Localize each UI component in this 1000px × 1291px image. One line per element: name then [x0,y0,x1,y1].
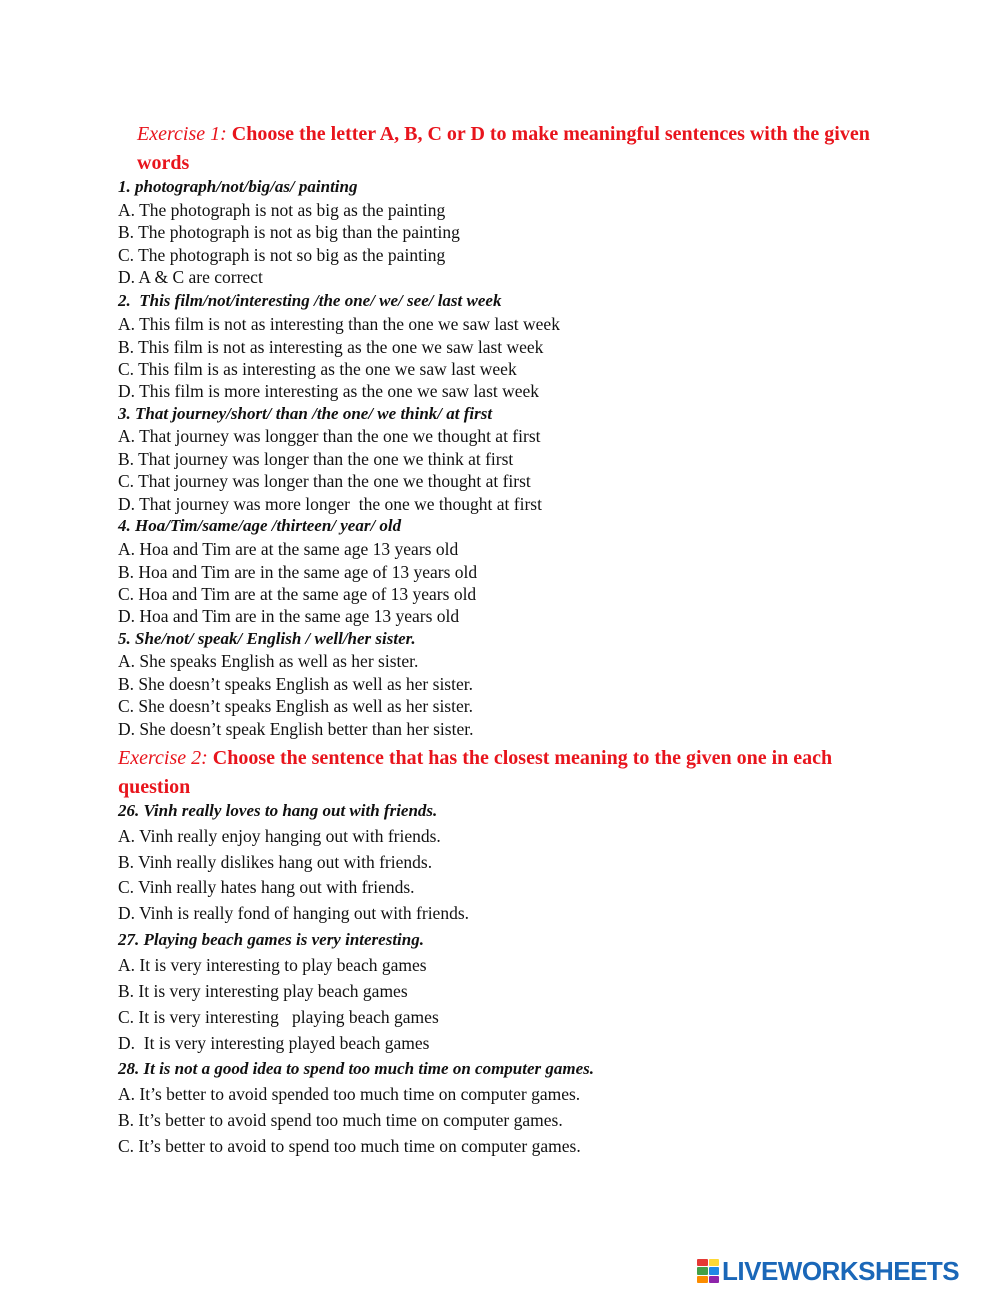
option-26c: C. Vinh really hates hang out with friends. [118,877,415,897]
option-4d: D. Hoa and Tim are in the same age 13 years old [118,606,460,626]
exercise-2-label: Exercise 2: [118,747,208,769]
option-4c: C. Hoa and Tim are at the same age of 13 years old [118,584,477,604]
option-3d: D. That journey was more longer the one we thought at first [118,494,542,514]
question-1: 1. photograph/not/big/as/ painting [118,177,358,196]
exercise-2-title: Choose the sentence that has the closest meaning to the given one in each question [118,747,833,798]
option-26b: B. Vinh really dislikes hang out with friends. [118,852,433,872]
option-4a: A. Hoa and Tim are at the same age 13 years old [118,539,459,559]
option-5b: B. She doesn’t speaks English as well as her sister. [118,674,473,694]
question-2: 2. This film/not/interesting /the one/ we/ see/ last week [118,291,502,310]
option-1c: C. The photograph is not so big as the painting [118,245,446,265]
option-3b: B. That journey was longer than the one we think at first [118,449,514,469]
exercise-1-label: Exercise 1: [137,123,227,145]
option-27a: A. It is very interesting to play beach games [118,955,427,975]
option-3c: C. That journey was longer than the one we thought at first [118,471,531,491]
option-26a: A. Vinh really enjoy hanging out with friends. [118,826,441,846]
option-2a: A. This film is not as interesting than the one we saw last week [118,314,560,334]
logo-block [709,1259,720,1266]
question-28: 28. It is not a good idea to spend too much time on computer games. [118,1059,595,1078]
logo-blocks-icon [697,1259,719,1283]
question-26: 26. Vinh really loves to hang out with friends. [118,801,438,820]
question-4: 4. Hoa/Tim/same/age /thirteen/ year/ old [118,516,402,535]
question-27: 27. Playing beach games is very interesting. [118,930,424,949]
option-4b: B. Hoa and Tim are in the same age of 13 years old [118,562,478,582]
option-28c: C. It’s better to avoid to spend too much time on computer games. [118,1136,581,1156]
exercise-2-heading [118,744,898,802]
option-27c: C. It is very interesting playing beach games [118,1007,439,1027]
option-28a: A. It’s better to avoid spended too much time on computer games. [118,1084,581,1104]
question-3: 3. That journey/short/ than /the one/ we think/ at first [118,404,493,423]
option-2b: B. This film is not as interesting as the one we saw last week [118,337,544,357]
logo-block [709,1267,720,1274]
exercise-1-title: Choose the letter A, B, C or D to make meaningful sentences with the given words [137,123,870,174]
option-28b: B. It’s better to avoid spend too much time on computer games. [118,1110,563,1130]
option-1a: A. The photograph is not as big as the painting [118,200,446,220]
option-27d: D. It is very interesting played beach games [118,1033,430,1053]
liveworksheets-logo [697,1256,959,1286]
option-3a: A. That journey was longger than the one we thought at first [118,426,541,446]
option-1b: B. The photograph is not as big than the painting [118,222,460,242]
logo-text: LIVEWORKSHEETS [722,1255,960,1286]
logo-block [697,1276,708,1283]
logo-block [697,1259,708,1266]
option-2c: C. This film is as interesting as the one we saw last week [118,359,517,379]
exercise-1-heading [137,120,897,178]
option-5c: C. She doesn’t speaks English as well as her sister. [118,696,473,716]
logo-block [709,1276,720,1283]
option-5d: D. She doesn’t speak English better than her sister. [118,719,474,739]
option-27b: B. It is very interesting play beach games [118,981,408,1001]
question-5: 5. She/not/ speak/ English / well/her sister. [118,629,416,648]
option-1d: D. A & C are correct [118,267,263,287]
option-2d: D. This film is more interesting as the one we saw last week [118,381,540,401]
logo-block [697,1267,708,1274]
option-5a: A. She speaks English as well as her sister. [118,651,419,671]
option-26d: D. Vinh is really fond of hanging out with friends. [118,903,470,923]
